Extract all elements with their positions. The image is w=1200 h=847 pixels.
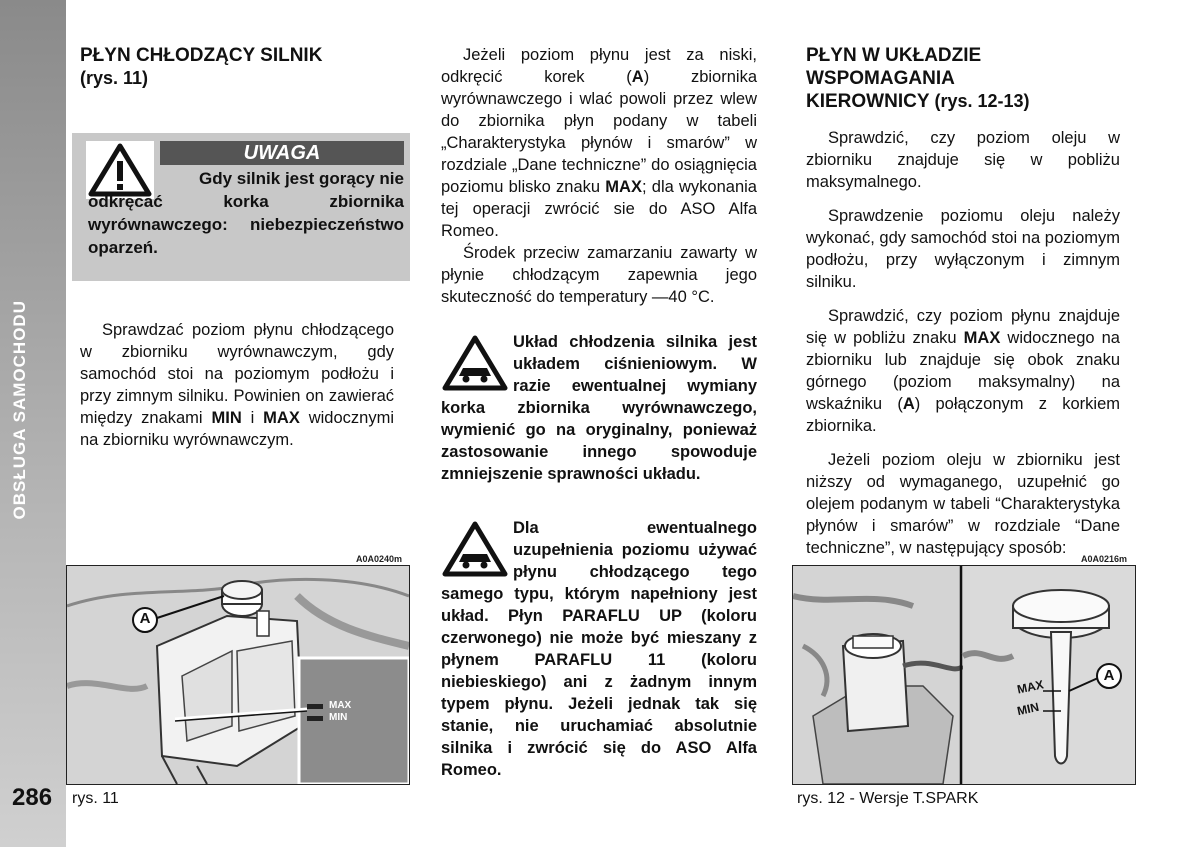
coolant-heading-ref: (rys. 11) [80,68,149,88]
warning-label: UWAGA [160,141,404,165]
figure-caption-11: rys. 11 [72,790,119,807]
coolant-para-b: widocznymi na zbiorniku wyrównawczym. [80,409,394,449]
warning-line1: Gdy silnik jest gorący nie [198,169,404,188]
dipstick-marker-ref: A [902,395,915,413]
steering-para-3c: ) połączonym z korkiem zbiornika. [806,395,1120,435]
coolant-paragraph [80,319,394,451]
section-title-text: OBSŁUGA SAMOCHODU [10,300,29,520]
steering-heading-l2: WSPOMAGANIA [806,68,955,89]
max-mark: MAX [263,409,300,427]
section-title [10,300,50,560]
coolant-para-and: i [241,409,264,427]
steering-para-4: Jeżeli poziom oleju w zbiorniku jest niższy od wymaganego, uzupełnić go olejem podanym w tabeli “Charakterystyka płynów i smarów” w rozdziale “Dane techniczne”, w następujący sposób: [806,451,1120,557]
steering-heading-ref: (rys. 12-13) [934,91,1030,111]
marker-a: A [139,610,151,627]
steering-max-mark: MAX [963,329,1001,347]
warning-text [88,167,404,259]
figure-coolant-reservoir [66,565,410,785]
steering-para-3b: widocznego na zbiorniku lub znajduje się obok znaku górnego (poziom maksymalny) na wskaźniku ( [806,329,1120,413]
pressure-note [441,331,757,485]
antifreeze-paragraph: Środek przeciw zamarzaniu zawarty w płynie chłodzącym zapewnia jego skuteczność do temperatury —40 °C. [441,244,757,306]
page-number: 286 [12,784,53,811]
steering-reservoir-illustration [793,566,1135,784]
figure-caption-12: rys. 12 - Wersje T.SPARK [797,790,979,807]
steering-para-3a: Sprawdzić, czy poziom płynu znajduje się w pobliżu znaku [806,307,1120,347]
refill-paragraph [441,44,757,308]
refill-max-mark: MAX [605,178,642,196]
figure-code-12: A0A0216m [1081,554,1128,564]
figure-steering-reservoir [792,565,1136,785]
fig12-max-label: MAX [1015,677,1045,697]
fig-max-label: MAX [329,700,352,711]
steering-text [806,127,1120,559]
cap-marker-ref: A [631,68,644,86]
steering-para-3 [806,305,1120,437]
coolant-type-note [441,517,757,781]
refill-para-c: ; dla wykonania tej operacji zwrócić sie do ASO Alfa Romeo. [441,178,757,240]
fig-min-label: MIN [329,712,348,723]
refill-para-a: Jeżeli poziom płynu jest za niski, odkręcić korek ( [441,46,757,86]
steering-heading-l3: KIEROWNICY [806,91,930,112]
steering-heading [806,44,1120,113]
figure-code: A0A0240m [356,554,403,564]
coolant-reservoir-illustration [67,566,409,784]
warning-rest: odkręcać korka zbiornika wyrównawczego: niebezpieczeństwo oparzeń. [88,192,404,257]
coolant-heading-title: PŁYN CHŁODZĄCY SILNIK [80,45,323,66]
fig12-min-label: MIN [1015,699,1041,719]
steering-para-2: Sprawdzenie poziomu oleju należy wykonać, gdy samochód stoi na poziomym podłożu, przy wyłączonym i zimnym silniku. [806,207,1120,291]
coolant-heading [80,44,410,90]
marker-a-steering: A [1103,667,1115,684]
coolant-type-note-text: Dla ewentualnego uzupełnienia poziomu używać płynu chłodzącego tego samego typu, którym napełniony jest układ. Płyn PARAFLU UP (koloru czerwonego) nie może być mieszany z płynem PARAFLU 11 (koloru niebieskiego) ani z żadnym innym typem płynu. Jeżeli jednak tak się stanie, nie uruchamiać absolutnie silnika i zwrócić się do ASO Alfa Romeo. [441,519,757,779]
pressure-note-text: Układ chłodzenia silnika jest układem ciśnieniowym. W razie ewentualnej wymiany korka zbiornika wyrównawczego, wymienić go na oryginalny, ponieważ zastosowanie innego spowoduje zmniejszenie sprawności układu. [441,333,757,483]
min-mark: MIN [211,409,242,427]
refill-para-b: ) zbiornika wyrównawczego i wlać powoli przez wlew do zbiornika płyn podany w tabeli „Charakterystyka płynów i smarów” w rozdziale „Dane techniczne” do osiągnięcia poziomu blisko znaku [441,68,757,196]
steering-heading-l1: PŁYN W UKŁADZIE [806,45,982,66]
steering-para-1: Sprawdzić, czy poziom oleju w zbiorniku znajduje się w pobliżu maksymalnego. [806,129,1120,191]
coolant-para-a: Sprawdzać poziom płynu chłodzącego w zbiorniku wyrównawczym, gdy samochód stoi na poziomym podłożu i przy zimnym silniku. Powinien on zawierać między znakami [80,321,394,427]
